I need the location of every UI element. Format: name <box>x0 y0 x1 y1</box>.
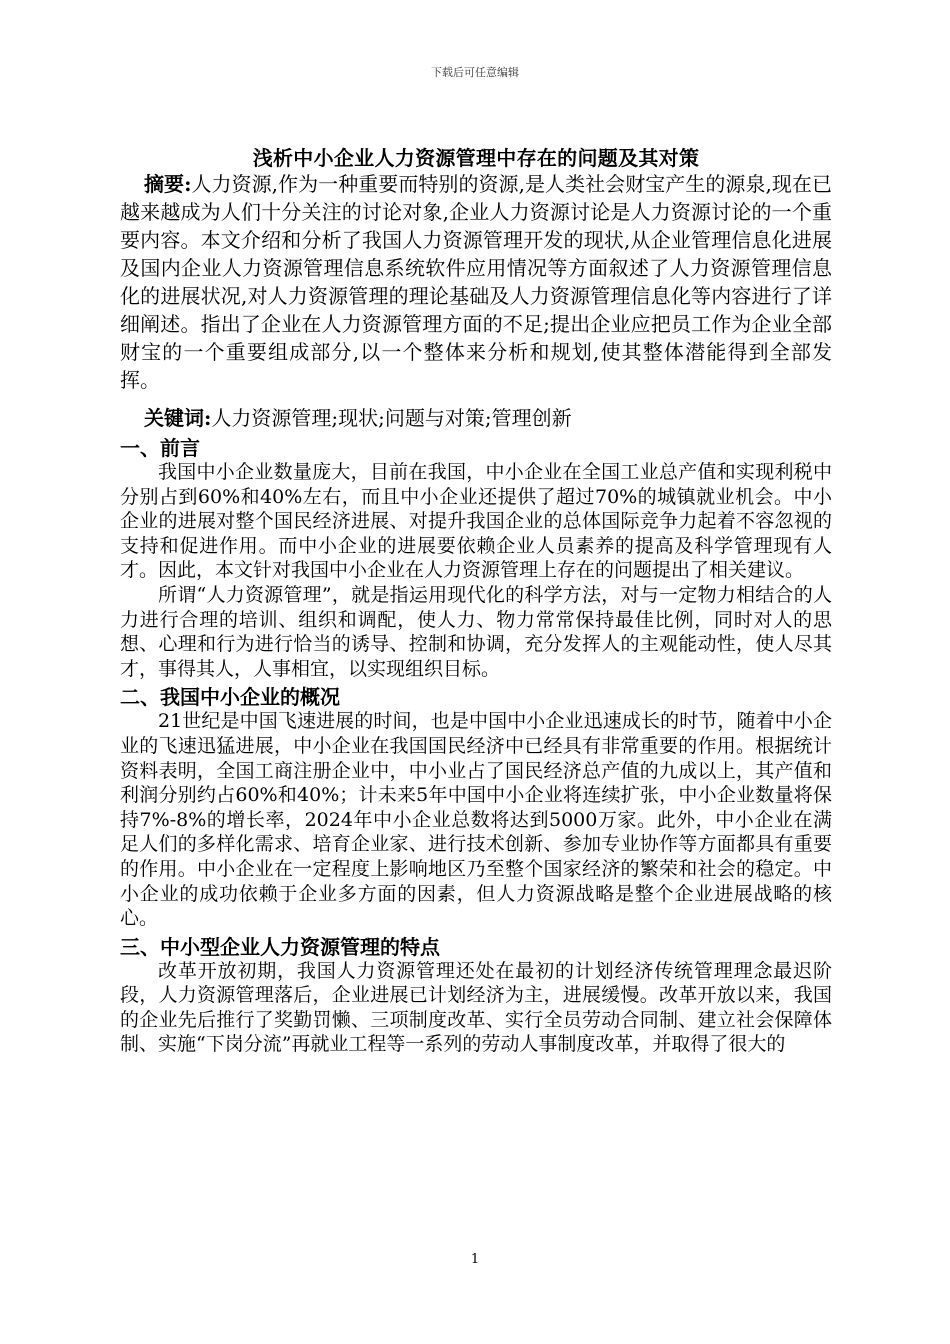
header-note: 下载后可任意编辑 <box>431 66 519 79</box>
keywords-paragraph <box>120 404 832 432</box>
section-1-paragraph-1: 我国中小企业数量庞大，目前在我国，中小企业在全国工业总产值和实现利税中分别占到60%和40%左右，而且中小企业还提供了超过70%的城镇就业机会。中小企业的进展对整个国民经济进展、对提升我国企业的总体国际竞争力起着不容忽视的支持和促进作用。而中小企业的进展要依赖企业人员素养的提高及科学管理现有人才。因此，本文针对我国中小企业在人力资源管理上存在的问题提出了相关建议。 <box>120 461 832 582</box>
page-number: 1 <box>470 1252 480 1267</box>
keywords-label: 关键词: <box>144 406 212 430</box>
section-heading-1: 一、前言 <box>120 436 200 460</box>
keywords-text: 人力资源管理;现状;问题与对策;管理创新 <box>211 406 572 430</box>
section-2-paragraph-1: 21世纪是中国飞速进展的时间，也是中国中小企业迅速成长的时节，随着中小企业的飞速迅猛进展，中小企业在我国国民经济中已经具有非常重要的作用。根据统计资料表明，全国工商注册企业中，中小业占了国民经济总产值的九成以上，其产值和利润分别约占60%和40%；计未来5年中国中小企业将连续扩张，中小企业数量将保持7%-8%的增长率，2024年中小企业总数将达到5000万家。此外，中小企业在满足人们的多样化需求、培育企业家、进行技术创新、参加专业协作等方面都具有重要的作用。中小企业在一定程度上影响地区乃至整个国家经济的繁荣和社会的稳定。中小企业的成功依赖于企业多方面的因素，但人力资源战略是整个企业进展战略的核心。 <box>120 710 832 930</box>
section-1-paragraph-2: 所谓“人力资源管理”，就是指运用现代化的科学方法，对与一定物力相结合的人力进行合理的培训、组织和调配，使人力、物力常常保持最佳比例，同时对人的思想、心理和行为进行恰当的诱导、控制和协调，充分发挥人的主观能动性，使人尽其才，事得其人，人事相宜，以实现组织目标。 <box>120 583 832 680</box>
abstract-paragraph <box>120 170 832 394</box>
section-heading-2: 二、我国中小企业的概况 <box>120 685 340 710</box>
document-title: 浅析中小企业人力资源管理中存在的问题及其对策 <box>252 146 700 170</box>
abstract-label: 摘要: <box>144 172 192 196</box>
section-3-paragraph-1: 改革开放初期，我国人力资源管理还处在最初的计划经济传统管理理念最迟阶段，人力资源管理落后，企业进展已计划经济为主，进展缓慢。改革开放以来，我国的企业先后推行了奖勤罚懒、三项制度改革、实行全员劳动合同制、建立社会保障体制、实施“下岗分流”再就业工程等一系列的劳动人事制度改革，并取得了很大的 <box>120 959 832 1056</box>
document-body <box>120 146 832 1057</box>
abstract-text: 人力资源,作为一种重要而特别的资源,是人类社会财宝产生的源泉,现在已越来越成为人们十分关注的讨论对象,企业人力资源讨论是人力资源讨论的一个重要内容。本文介绍和分析了我国人力资源管理开发的现状,从企业管理信息化进展及国内企业人力资源管理信息系统软件应用情况等方面叙述了人力资源管理信息化的进展状况,对人力资源管理的理论基础及人力资源管理信息化等内容进行了详细阐述。指出了企业在人力资源管理方面的不足;提出企业应把员工作为企业全部财宝的一个重要组成部分,以一个整体来分析和规划,使其整体潜能得到全部发挥。 <box>120 172 832 392</box>
section-heading-3: 三、中小型企业人力资源管理的特点 <box>120 934 440 959</box>
